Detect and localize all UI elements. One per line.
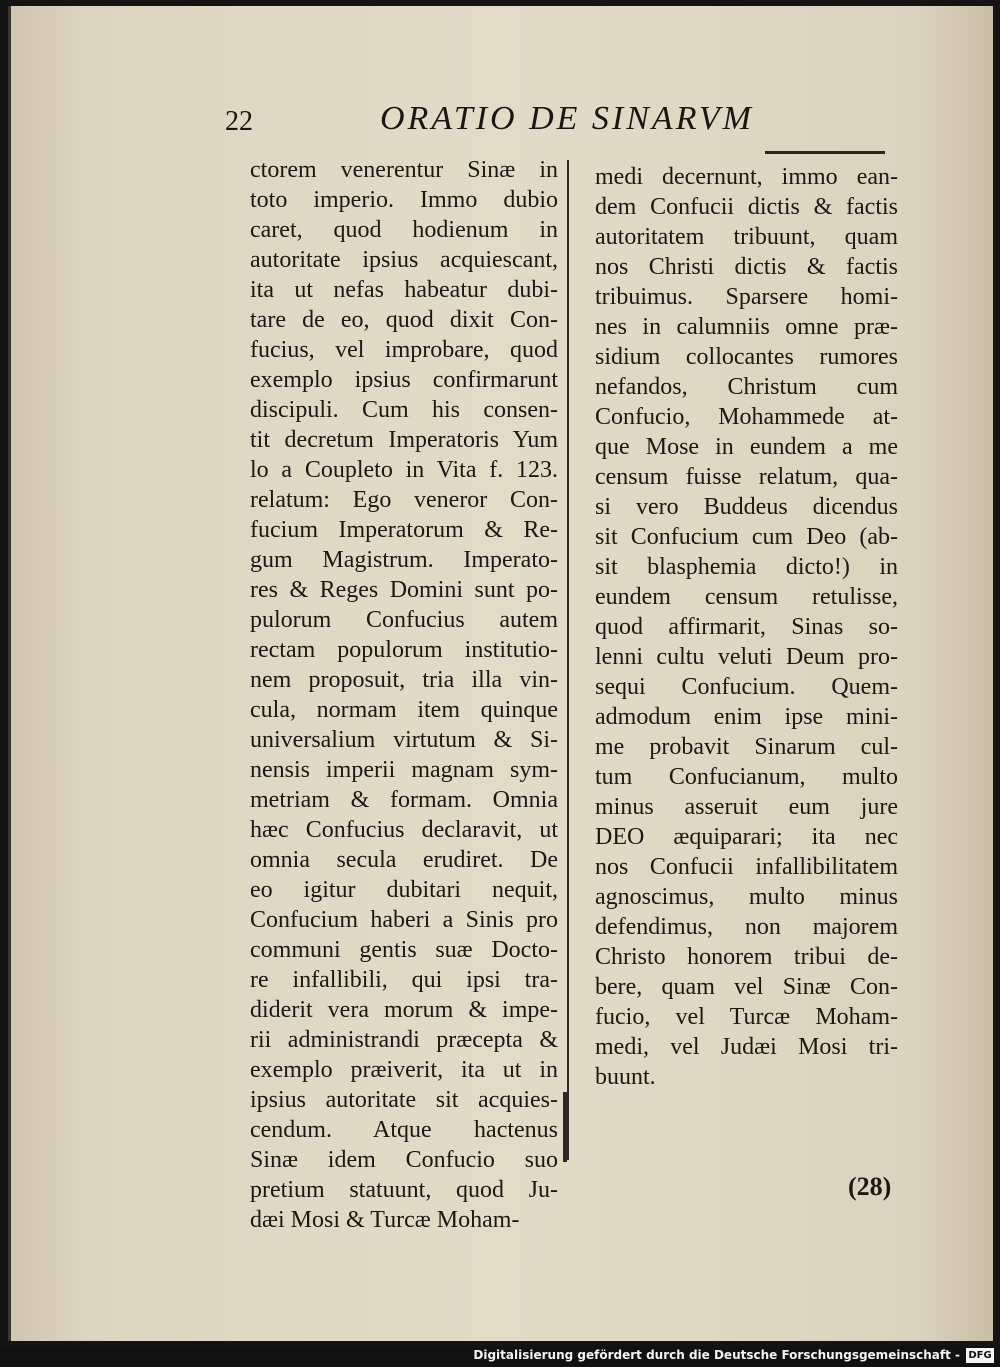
text-line: rectam populorum institutio-: [250, 637, 558, 663]
text-line: bere, quam vel Sinæ Con-: [595, 974, 898, 1000]
text-line: lenni cultu veluti Deum pro-: [595, 644, 898, 670]
running-title: ORATIO DE SINARVM: [380, 100, 754, 137]
text-line: nem proposuit, tria illa vin-: [250, 667, 558, 693]
text-line: sit blasphemia dicto!) in: [595, 554, 898, 580]
text-line: discipuli. Cum his consen-: [250, 397, 558, 423]
text-line: fucio, vel Turcæ Moham-: [595, 1004, 898, 1030]
text-line: DEO æquiparari; ita nec: [595, 824, 898, 850]
text-line: autoritate ipsius acquiescant,: [250, 247, 558, 273]
right-text-column: [595, 162, 898, 1092]
text-line: exemplo præiverit, ita ut in: [250, 1057, 558, 1083]
text-line: que Mose in eundem a me: [595, 434, 898, 460]
text-line: nefandos, Christum cum: [595, 374, 898, 400]
text-line: sit Confucium cum Deo (ab-: [595, 524, 898, 550]
text-line: pretium statuunt, quod Ju-: [250, 1177, 558, 1203]
text-line: universalium virtutum & Si-: [250, 727, 558, 753]
dfg-logo: DFG: [966, 1348, 994, 1363]
text-line: defendimus, non majorem: [595, 914, 898, 940]
header-rule: [765, 151, 885, 154]
text-line: si vero Buddeus dicendus: [595, 494, 898, 520]
text-line: cula, normam item quinque: [250, 697, 558, 723]
catchword: (28): [848, 1172, 892, 1201]
text-line: eo igitur dubitari nequit,: [250, 877, 558, 903]
text-line: dem Confucii dictis & factis: [595, 194, 898, 220]
text-line: Confucium haberi a Sinis pro: [250, 907, 558, 933]
text-line: Christo honorem tribui de-: [595, 944, 898, 970]
text-line: autoritatem tribuunt, quam: [595, 224, 898, 250]
text-line: buunt.: [595, 1064, 656, 1090]
text-line: ipsius autoritate sit acquies-: [250, 1087, 558, 1113]
text-line: gum Magistrum. Imperato-: [250, 547, 558, 573]
text-line: hæc Confucius declaravit, ut: [250, 817, 558, 843]
text-line: medi, vel Judæi Mosi tri-: [595, 1034, 898, 1060]
text-line: tare de eo, quod dixit Con-: [250, 307, 558, 333]
text-line: sidium collocantes rumores: [595, 344, 898, 370]
text-line: res & Reges Domini sunt po-: [250, 577, 558, 603]
text-line: relatum: Ego veneror Con-: [250, 487, 558, 513]
text-line: agnoscimus, multo minus: [595, 884, 898, 910]
text-line: tum Confucianum, multo: [595, 764, 898, 790]
text-line: admodum enim ipse mini-: [595, 704, 898, 730]
text-line: exemplo ipsius confirmarunt: [250, 367, 558, 393]
text-line: diderit vera morum & impe-: [250, 997, 558, 1023]
text-line: me probavit Sinarum cul-: [595, 734, 898, 760]
page-header: [225, 100, 765, 140]
text-line: Sinæ idem Confucio suo: [250, 1147, 558, 1173]
text-line: nos Christi dictis & factis: [595, 254, 898, 280]
text-line: eundem censum retulisse,: [595, 584, 898, 610]
page-number: 22: [225, 106, 253, 137]
text-line: re infallibili, qui ipsi tra-: [250, 967, 558, 993]
text-line: communi gentis suæ Docto-: [250, 937, 558, 963]
text-line: metriam & formam. Omnia: [250, 787, 558, 813]
column-divider: [567, 160, 569, 1160]
text-line: nes in calumniis omne præ-: [595, 314, 898, 340]
text-line: fucius, vel improbare, quod: [250, 337, 558, 363]
text-line: quod affirmarit, Sinas so-: [595, 614, 898, 640]
text-line: lo a Coupleto in Vita f. 123.: [250, 457, 558, 483]
text-line: medi decernunt, immo ean-: [595, 164, 898, 190]
text-line: dæi Mosi & Turcæ Moham-: [250, 1207, 520, 1233]
text-line: omnia secula erudiret. De: [250, 847, 558, 873]
column-divider-mark: [563, 1092, 567, 1162]
text-line: toto imperio. Immo dubio: [250, 187, 558, 213]
funding-credit: Digitalisierung gefördert durch die Deutsche Forschungsgemeinschaft -: [473, 1348, 960, 1362]
text-line: ctorem venerentur Sinæ in: [250, 157, 558, 183]
text-line: pulorum Confucius autem: [250, 607, 558, 633]
text-line: fucium Imperatorum & Re-: [250, 517, 558, 543]
text-line: Confucio, Mohammede at-: [595, 404, 898, 430]
text-line: ita ut nefas habeatur dubi-: [250, 277, 558, 303]
text-line: nos Confucii infallibilitatem: [595, 854, 898, 880]
text-line: minus asseruit eum jure: [595, 794, 898, 820]
text-line: censum fuisse relatum, qua-: [595, 464, 898, 490]
text-line: caret, quod hodienum in: [250, 217, 558, 243]
text-line: rii administrandi præcepta &: [250, 1027, 558, 1053]
text-line: cendum. Atque hactenus: [250, 1117, 558, 1143]
footer-bar: [0, 1346, 1000, 1367]
text-line: nensis imperii magnam sym-: [250, 757, 558, 783]
text-line: sequi Confucium. Quem-: [595, 674, 898, 700]
text-line: tribuimus. Sparsere homi-: [595, 284, 898, 310]
left-text-column: [250, 155, 558, 1235]
text-line: tit decretum Imperatoris Yum: [250, 427, 558, 453]
